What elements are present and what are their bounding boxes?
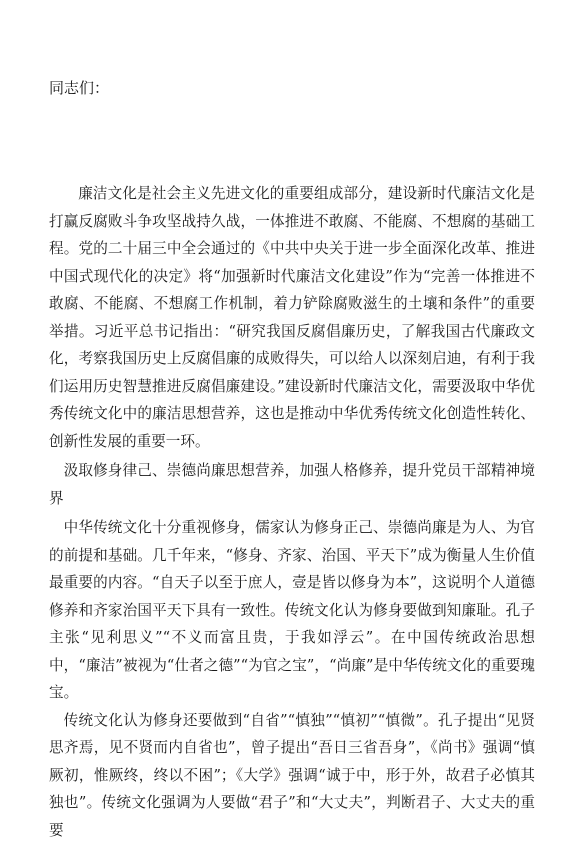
section-heading: 汲取修身律己、崇德尚廉思想营养，加强人格修养，提升党员干部精神境界 (49, 457, 535, 512)
intro-paragraph: 廉洁文化是社会主义先进文化的重要组成部分，建设新时代廉洁文化是打赢反腐败斗争攻坚战持久战，一体推进不敢腐、不能腐、不想腐的基础工程。党的二十届三中全会通过的《中共中央关于进一步全面深化改革、推进中国式现代化的决定》将“加强新时代廉洁文化建设”作为“完善一体推进不敢腐、不能腐、不想腐工作机制，着力铲除腐败滋生的土壤和条件”的重要举措。习近平总书记指出：“研究我国反腐倡廉历史，了解我国古代廉政文化，考察我国历史上反腐倡廉的成败得失，可以给人以深刻启迪，有利于我们运用历史智慧推进反腐倡廉建设。”建设新时代廉洁文化，需要汲取中华优秀传统文化中的廉洁思想营养，这也是推动中华优秀传统文化创造性转化、创新性发展的重要一环。 (49, 180, 535, 455)
salutation: 同志们： (49, 78, 109, 98)
section-paragraph-2: 传统文化认为修身还要做到“自省”“慎独”“慎初”“慎微”。孔子提出“见贤思齐焉，见不贤而内自省也”，曾子提出“吾日三省吾身”，《尚书》强调“慎厥初，惟厥终，终以不困”；《大学》强调“诚于中，形于外，故君子必慎其独也”。传统文化强调为人要做“君子”和“大丈夫”，判断君子、大丈夫的重要 (49, 707, 535, 844)
document-body (49, 180, 535, 844)
section-paragraph-1: 中华传统文化十分重视修身，儒家认为修身正己、崇德尚廉是为人、为官的前提和基础。几千年来，“修身、齐家、治国、平天下”成为衡量人生价值最重要的内容。“自天子以至于庶人，壹是皆以修身为本”，这说明个人道德修养和齐家治国平天下具有一致性。传统文化认为修身要做到知廉耻。孔子主张“见利思义”“不义而富且贵，于我如浮云”。在中国传统政治思想中，“廉洁”被视为“仕者之德”“为官之宝”，“尚廉”是中华传统文化的重要瑰宝。 (49, 514, 535, 707)
